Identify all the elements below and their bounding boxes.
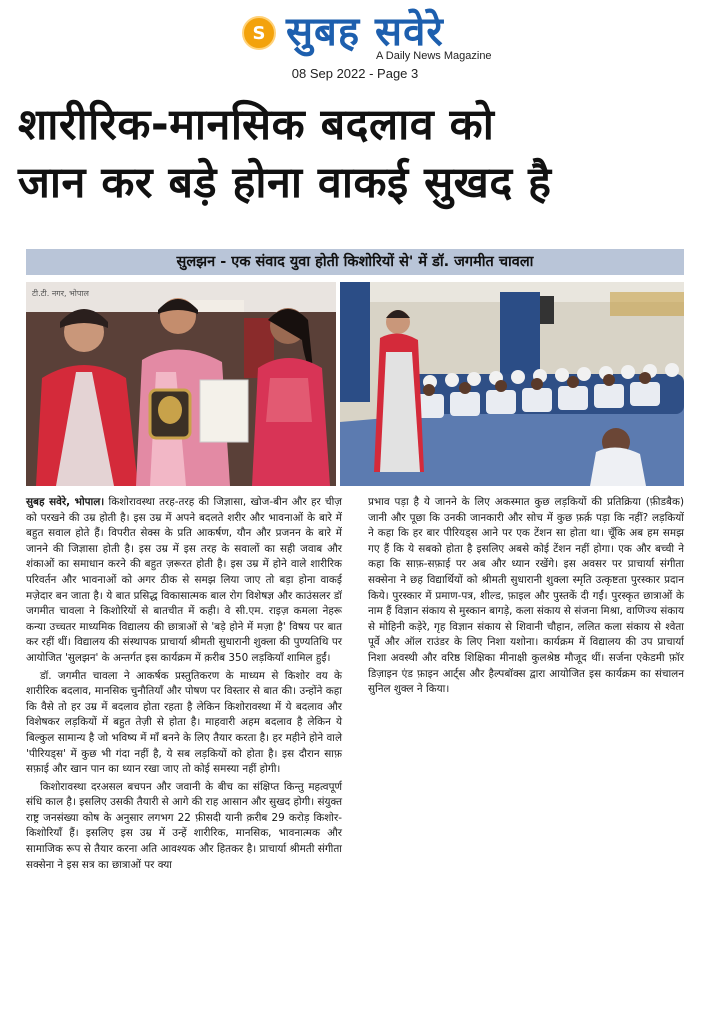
tagline: A Daily News Magazine <box>376 50 492 62</box>
paragraph-1-text: किशोरावस्था तरह-तरह की जिज्ञासा, खोज-बीन और हर चीज़ को परखने की उम्र होती है। इस उम्र में अपने बदलते शरीर और भावनाओं के बारे में बहुत सवाल होते हैं। विपरीत सेक्स के प्रति आकर्षण, यौन और प्रजनन के बारे में जानने की जिज्ञासा होती है। इस उम्र में इस तरह के सवालों का सही जवाब और शंकाओं का समाधान करने की बहुत ज़रूरत होती है। इस उम्र में होने वाले शारीरिक परिवर्तन और भावनाओं को अगर ठीक से समझ लिया जाए तो बड़ा होना वाकई मज़ेदार बन जाता है। ये बात प्रसिद्ध विकासात्मक बाल रोग विशेषज्ञ और काउंसलर डॉ जगमीत चावला ने किशोरियों से बातचीत में कही। वे सी.एम. राइज़ कमला नेहरू कन्या उच्चतर माध्यमिक विद्यालय की छात्राओं से 'बड़े होने में मज़ा है' विषय पर बात कर रहीं थीं। विद्यालय की संस्थापक प्राचार्या श्रीमती सुधारानी शुक्ला की पुण्यतिथि पर आयोजित 'सुलझन' के अन्तर्गत इस कार्यक्रम में क़रीब 350 लड़कियाँ शामिल हुईं। <box>26 496 343 664</box>
logo-icon: S <box>242 16 276 50</box>
paragraph-1 <box>26 495 342 667</box>
date-page: 08 Sep 2022 - Page 3 <box>291 66 419 81</box>
photo-banner-text: टी.टी. नगर, भोपाल <box>32 289 89 298</box>
brand-name: सुबह सवेरे <box>286 9 444 55</box>
subhead: सुलझन - एक संवाद युवा होती किशोरियों से' में डॉ. जगमीत चावला <box>26 249 684 275</box>
headline-line-1: शारीरिक-मानसिक बदलाव को <box>18 100 495 150</box>
photo-award-ceremony <box>26 282 336 486</box>
article-dateline: सुबह सवेरे, भोपाल। <box>26 496 105 508</box>
headline <box>18 96 698 212</box>
paragraph-4: प्रभाव पड़ा है ये जानने के लिए अकस्मात कुछ लड़कियों की प्रतिक्रिया (फ़ीडबैक) जानी और पूछा कि उनकी जानकारी और सोच में कुछ फ़र्क़ पड़ा कि नहीं? लड़कियों ने कहा कि हर बार पीरियड्स आने पर एक टेंशन सा होता था। चूँकि अब हम समझ गए हैं कि ये सबको होता है इसलिए अबसे कोई टेंशन नहीं होगा। एक और बच्ची ने कहा कि साफ़-सफ़ाई पर अब और ध्यान रखेंगे। इस अवसर पर प्राचार्या संगीता सक्सेना ने छह विद्यार्थियों को श्रीमती सुधारानी शुक्ला स्मृति उत्कृष्टता पुरस्कार प्रदान किये। पुरस्कार में प्रमाण-पत्र, शील्ड, फ़ाइल और पुस्तकें दी गईं। पुरस्कृत छात्राओं के नाम हैं विज्ञान संकाय से मुस्कान बागड़े, कला संकाय से संजना मिश्रा, वाणिज्य संकाय से मोहिनी कड़ेरे, गृह विज्ञान संकाय से शिवानी चौहान, ललित कला संकाय से श्वेता पूर्वे और ऑल राउंडर के लिए निशा यशोना। कार्यक्रम में विद्यालय की उप प्राचार्या निशा अवस्थी और वरिष्ठ शिक्षिका मीनाक्षी कुलश्रेष्ठ मौजूद थीं। सर्जना एकेडमी फ़ॉर डिज़ाइन एंड फ़ाइन आर्ट्स और हैल्पबॉक्स द्वारा आयोजित इस कार्यक्रम का संचालन सुनिल शुक्ल ने किया। <box>368 496 684 696</box>
photo-session-students <box>340 282 684 486</box>
paragraph-2: डॉ. जगमीत चावला ने आकर्षक प्रस्तुतिकरण के माध्यम से किशोर वय के शारीरिक बदलाव, मानसिक चुनौतियाँ और पोषण पर विस्तार से बात की। उन्होंने कहा कि वैसे तो हर उम्र में बदलाव होता रहता है लेकिन किशोरावस्था में ये बदलाव और विशेषकर लड़कियों में बहुत तेज़ी से होता है। माहवारी अहम बदलाव है लेकिन ये बिल्कुल सामान्य है जो भविष्य में माँ बनने के लिए तैयार करता है। हर महीने होने वाले 'पीरियड्स' में कुछ भी गंदा नहीं है, ये सब लड़कियों को होता है। इस दौरान साफ़ सफ़ाई और खान पान का ध्यान रखा जाए तो कोई समस्या नहीं होगी। <box>26 669 342 776</box>
photo-award-ceremony-illustration <box>26 282 336 486</box>
article-column-right <box>368 495 684 700</box>
photo-session-illustration <box>340 282 684 486</box>
paragraph-3: किशोरावस्था दरअसल बचपन और जवानी के बीच का संक्षिप्त किन्तु महत्वपूर्ण संधि काल है। इसलिए उसकी तैयारी से आगे की राह आसान और सुखद होगी। संयुक्त राष्ट्र जनसंख्या कोष के अनुसार लगभग 22 फ़ीसदी यानी क़रीब 29 करोड़ किशोर-किशोरियाँ हैं। इसलिए इस उम्र में उन्हें शारीरिक, मानसिक, भावनात्मक और सामाजिक रूप से तैयार करना अति आवश्यक और हितकर है। प्राचार्या श्रीमती संगीता सक्सेना ने इस सत्र का छात्राओं पर क्या <box>26 780 342 871</box>
headline-line-2: जान कर बड़े होना वाकई सुखद है <box>18 158 552 208</box>
article-column-left <box>26 495 342 875</box>
masthead <box>0 6 710 88</box>
